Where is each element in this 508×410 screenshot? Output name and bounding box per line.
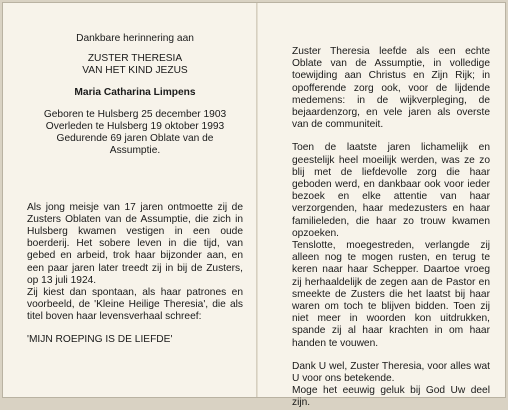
right-paragraph-5: Moge het eeuwig geluk bij God Uw deel zijn. <box>292 385 490 409</box>
motto: 'MIJN ROEPING IS DE LIEFDE' <box>27 333 173 345</box>
card-fold <box>256 3 258 397</box>
date-line-1: Geboren te Hulsberg 25 december 1903 <box>43 108 227 120</box>
memorial-card <box>2 2 506 409</box>
person-name: Maria Catharina Limpens <box>74 86 196 98</box>
left-paragraph-1: Als jong meisje van 17 jaren ontmoette zij de Zusters Oblaten van de Assumptie, die zich in Hulsberg kwamen vestigen in een oude boerderij. Het sobere leven in die tijd, van gebed en arbeid, trok haar bijzonder aan, en een paar jaren later treedt zij in bij de Zusters, op 13 juli 1924. <box>27 201 243 286</box>
right-page <box>292 46 490 410</box>
right-paragraph-1: Zuster Theresia leefde als een echte Oblate van de Assumptie, in volledige toewijding aan Christus en Zijn Rijk; in opofferende zorg ook, voor de lijdende medemens: in de wijkverpleging, de bejaardenzorg, en vele jaren als overste van de communiteit. <box>292 46 490 131</box>
right-paragraph-4: Dank U wel, Zuster Theresia, voor alles wat U voor ons betekende. <box>292 360 490 385</box>
date-line-4: Assumptie. <box>109 145 161 157</box>
left-paragraph-2: Zij kiest dan spontaan, als haar patrones en voorbeeld, de 'Kleine Heilige Theresia', die als titel boven haar levensverhaal schreef: <box>27 287 243 323</box>
right-paragraph-3: Tenslotte, moegestreden, verlangde zij alleen nog te mogen rusten, en terug te keren naar haar Schepper. Daartoe vroeg zij herhaaldelijk de zegen aan de Pastor en smeekte de Zusters die het laatst bij haar waren om toch te blijven bidden. Toen zij niet meer in woorden kon uitdrukken, spande zij al haar krachten in om haar handen te vouwen. <box>292 240 490 349</box>
right-paragraph-2: Toen de laatste jaren lichamelijk en geestelijk heel moeilijk werden, was ze zo blij met de liefdevolle zorg die haar geboden werd, en dankbaar ook voor ieder bezoek en elke attentie van haar verzorgenden, haar medezusters en haar familieleden, die haar zo trouw kwamen opzoeken. <box>292 142 490 239</box>
title-line-1: ZUSTER THERESIA <box>87 53 183 65</box>
intro-line: Dankbare herinnering aan <box>76 33 194 44</box>
title-line-2: VAN HET KIND JEZUS <box>82 65 188 77</box>
date-line-3: Gedurende 69 jaren Oblate van de <box>56 133 214 145</box>
spacer <box>27 158 243 202</box>
left-page <box>27 33 243 346</box>
date-line-2: Overleden te Hulsberg 19 oktober 1993 <box>45 121 225 133</box>
